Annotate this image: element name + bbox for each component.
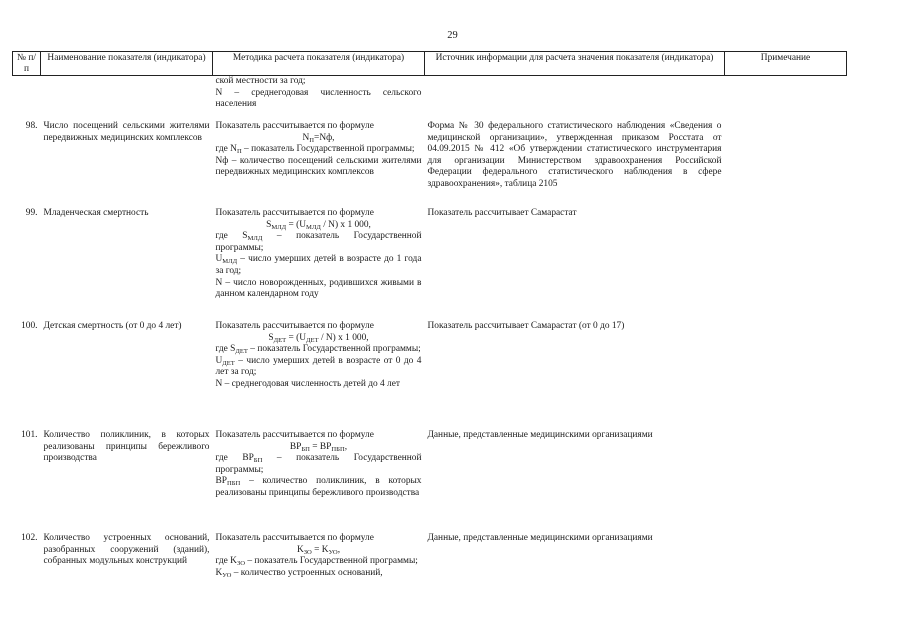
table-row (13, 76, 847, 113)
source-cell: Форма № 30 федерального статистического наблюдения «Сведения о медицинской организации», утвержденная приказом Росстата от 04.09.2015 № 412 «Об утверждении статистического инструментария для организации Министерством здравоохранения Российской Федерации федерального статистического наблюдения в сфере здравоохранения», таблица 2105 (427, 121, 722, 189)
method-cell (213, 76, 425, 113)
indicator-name: Число посещений сельскими жителями передвижных медицинских комплексов (43, 121, 210, 143)
note-cell (725, 312, 847, 421)
table-row (13, 199, 847, 312)
method-intro: Показатель рассчитывается по формуле (215, 208, 374, 218)
source-cell: Данные, представленные медицинскими организациями (427, 533, 653, 543)
definition: $BP_{ПБП}$ – количество поликлиник, в которых реализованы принципы бережливого производства (215, 476, 422, 498)
definition: $U_{МЛД}$ – число умерших детей в возрасте до 1 года за год; (215, 254, 422, 276)
page-number: 29 (447, 30, 458, 41)
method-cell (213, 112, 425, 199)
method-intro: Показатель рассчитывается по формуле (215, 321, 374, 331)
source-cell: Показатель рассчитывает Самарастат (от 0 до 17) (427, 321, 625, 331)
indicator-name: Количество поликлиник, в которых реализованы принципы бережливого производства (43, 430, 210, 464)
indicator-table (12, 51, 847, 579)
table-row (13, 524, 847, 579)
method-cell (213, 312, 425, 421)
formula: $S_{МЛД} = (U_{МЛД} / N)$ x 1 000, (266, 219, 371, 231)
source-cell: Данные, представленные медицинскими организациями (427, 430, 653, 440)
table-row (13, 312, 847, 421)
row-number: 102. (21, 533, 38, 543)
definition: где $S_{ДЕТ}$ – показатель Государственной программы; (215, 344, 421, 356)
note-cell (725, 199, 847, 312)
method-cell (213, 199, 425, 312)
method-cell (213, 524, 425, 579)
note-cell (725, 524, 847, 579)
table-row (13, 112, 847, 199)
formula: $N_П=Nф$, (302, 132, 335, 144)
definition: $K_{УО}$ – количество устроенных оснований, (215, 567, 383, 579)
row-number: 98. (25, 121, 38, 131)
row-number: 101. (21, 430, 38, 440)
indicator-name: Младенческая смертность (43, 208, 149, 218)
definition: где $N_П$ – показатель Государственной программы; (215, 144, 415, 156)
table-row (13, 421, 847, 524)
formula: $BP_{БП} = BP_{ПБП}$, (289, 441, 348, 453)
definition: где $BP_{БП}$ – показатель Государственной программы; (215, 453, 422, 475)
note-cell (725, 421, 847, 524)
indicator-name: Детская смертность (от 0 до 4 лет) (43, 321, 182, 331)
table-header-row (13, 52, 847, 76)
definition: N – среднегодовая численность детей до 4 лет (215, 378, 400, 389)
header-note: Примечание (725, 52, 847, 76)
header-num: № п/п (13, 52, 41, 76)
method-cell (213, 421, 425, 524)
method-line: N – среднегодовая численность сельского населения (215, 87, 422, 110)
method-intro: Показатель рассчитывается по формуле (215, 430, 374, 440)
source-cell: Показатель рассчитывает Самарастат (427, 208, 577, 218)
formula: $S_{ДЕТ} = (U_{ДЕТ} / N)$ x 1 000, (268, 332, 369, 344)
note-cell (725, 112, 847, 199)
header-name: Наименование показателя (индикатора) (41, 52, 213, 76)
header-method: Методика расчета показателя (индикатора) (213, 52, 425, 76)
definition: где $K_{ЗО}$ – показатель Государственной программы; (215, 556, 418, 568)
definition: N – число новорожденных, родившихся живыми в данном календарном году (215, 277, 422, 300)
row-number: 99. (25, 208, 38, 218)
definition: где $S_{МЛД}$ – показатель Государственной программы; (215, 231, 422, 253)
definition: Nф – количество посещений сельскими жителями передвижных медицинских комплексов (215, 155, 422, 178)
formula: $K_{ЗО} = K_{УО}$, (296, 544, 341, 556)
method-line: ской местности за год; (215, 76, 306, 86)
method-intro: Показатель рассчитывается по формуле (215, 121, 374, 131)
header-source: Источник информации для расчета значения показателя (индикатора) (425, 52, 725, 76)
indicator-name: Количество устроенных оснований, разобранных сооружений (зданий), собранных модульных конструкций (43, 533, 210, 567)
row-number: 100. (21, 321, 38, 331)
definition: $U_{ДЕТ}$ – число умерших детей в возрасте от 0 до 4 лет за год; (215, 355, 422, 378)
method-intro: Показатель рассчитывается по формуле (215, 533, 374, 543)
